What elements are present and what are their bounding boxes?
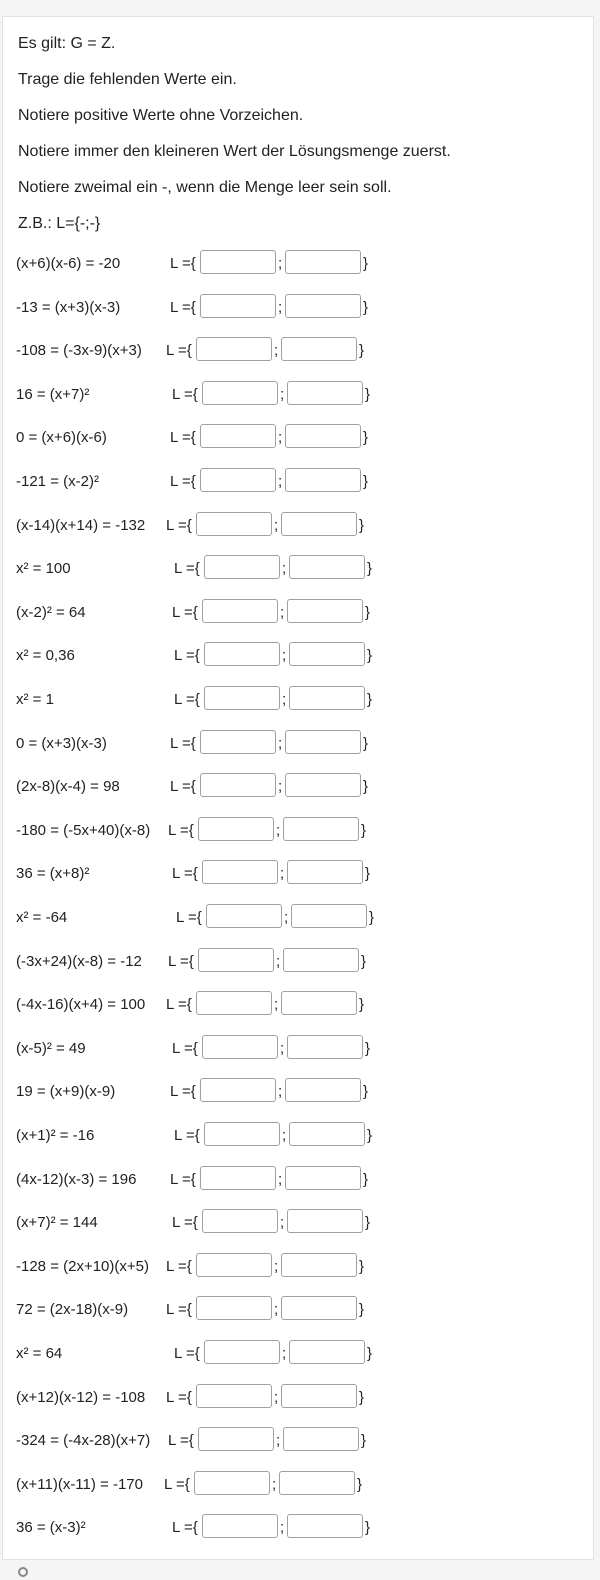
- solution-input-second[interactable]: [281, 1384, 357, 1408]
- separator: ;: [282, 560, 287, 577]
- solution-label: L ={: [170, 255, 196, 272]
- closing-brace: }: [367, 1345, 373, 1362]
- solution-input-first[interactable]: [206, 904, 282, 928]
- solution-input-first[interactable]: [194, 1471, 270, 1495]
- solution-label: L ={: [172, 865, 198, 882]
- solution-label: L ={: [170, 473, 196, 490]
- closing-brace: }: [361, 953, 367, 970]
- equation-text: (x-5)² = 49: [16, 1040, 86, 1057]
- equation-text: x² = 1: [16, 691, 54, 708]
- closing-brace: }: [365, 865, 371, 882]
- solution-input-second[interactable]: [289, 642, 365, 666]
- solution-input-first[interactable]: [196, 1253, 272, 1277]
- solution-input-second[interactable]: [287, 381, 363, 405]
- solution-input-second[interactable]: [285, 294, 361, 318]
- equation-text: x² = 100: [16, 560, 71, 577]
- solution-label: L ={: [170, 1083, 196, 1100]
- solution-input-second[interactable]: [289, 686, 365, 710]
- separator: ;: [280, 1040, 285, 1057]
- solution-input-second[interactable]: [287, 599, 363, 623]
- closing-brace: }: [359, 1389, 365, 1406]
- closing-brace: }: [365, 1040, 371, 1057]
- separator: ;: [282, 691, 287, 708]
- solution-input-first[interactable]: [202, 860, 278, 884]
- solution-input-second[interactable]: [287, 1035, 363, 1059]
- solution-label: L ={: [172, 1040, 198, 1057]
- solution-label: L ={: [174, 560, 200, 577]
- separator: ;: [274, 1301, 279, 1318]
- solution-input-first[interactable]: [204, 686, 280, 710]
- solution-input-second[interactable]: [291, 904, 367, 928]
- solution-input-first[interactable]: [202, 1035, 278, 1059]
- equation-text: -13 = (x+3)(x-3): [16, 299, 121, 316]
- equation-text: x² = 0,36: [16, 647, 75, 664]
- equation-text: (x+6)(x-6) = -20: [16, 255, 121, 272]
- closing-brace: }: [367, 691, 373, 708]
- closing-brace: }: [363, 299, 369, 316]
- equation-text: -180 = (-5x+40)(x-8): [16, 822, 151, 839]
- solution-label: L ={: [174, 1127, 200, 1144]
- solution-label: L ={: [164, 1476, 190, 1493]
- closing-brace: }: [365, 1519, 371, 1536]
- separator: ;: [278, 778, 283, 795]
- separator: ;: [276, 822, 281, 839]
- solution-input-first[interactable]: [200, 1166, 276, 1190]
- solution-input-first[interactable]: [204, 555, 280, 579]
- closing-brace: }: [359, 517, 365, 534]
- equation-text: -108 = (-3x-9)(x+3): [16, 342, 142, 359]
- closing-brace: }: [365, 1214, 371, 1231]
- solution-label: L ={: [166, 1389, 192, 1406]
- solution-label: L ={: [170, 429, 196, 446]
- solution-input-second[interactable]: [285, 468, 361, 492]
- solution-input-first[interactable]: [198, 1427, 274, 1451]
- solution-input-first[interactable]: [202, 1209, 278, 1233]
- equation-text: (-3x+24)(x-8) = -12: [16, 953, 142, 970]
- separator: ;: [280, 386, 285, 403]
- solution-input-first[interactable]: [202, 1514, 278, 1538]
- solution-input-second[interactable]: [287, 1209, 363, 1233]
- equation-text: (x+1)² = -16: [16, 1127, 95, 1144]
- closing-brace: }: [359, 996, 365, 1013]
- equation-text: (-4x-16)(x+4) = 100: [16, 996, 146, 1013]
- closing-brace: }: [369, 909, 375, 926]
- solution-input-first[interactable]: [202, 381, 278, 405]
- equation-text: x² = -64: [16, 909, 68, 926]
- separator: ;: [278, 1083, 283, 1100]
- instruction-line: Es gilt: G = Z.: [18, 35, 116, 52]
- separator: ;: [284, 909, 289, 926]
- solution-input-first[interactable]: [198, 817, 274, 841]
- solution-input-first[interactable]: [200, 773, 276, 797]
- separator: ;: [278, 473, 283, 490]
- closing-brace: }: [359, 342, 365, 359]
- separator: ;: [278, 1171, 283, 1188]
- solution-input-second[interactable]: [285, 1078, 361, 1102]
- closing-brace: }: [367, 560, 373, 577]
- solution-input-first[interactable]: [196, 1384, 272, 1408]
- equation-text: x² = 64: [16, 1345, 63, 1362]
- closing-brace: }: [363, 1171, 369, 1188]
- equation-text: (4x-12)(x-3) = 196: [16, 1171, 137, 1188]
- solution-input-second[interactable]: [283, 1427, 359, 1451]
- separator: ;: [280, 865, 285, 882]
- separator: ;: [274, 996, 279, 1013]
- solution-label: L ={: [172, 1519, 198, 1536]
- closing-brace: }: [359, 1258, 365, 1275]
- separator: ;: [274, 517, 279, 534]
- solution-label: L ={: [170, 299, 196, 316]
- equation-text: (x+11)(x-11) = -170: [16, 1476, 143, 1493]
- closing-brace: }: [363, 1083, 369, 1100]
- solution-input-second[interactable]: [287, 1514, 363, 1538]
- equation-text: 72 = (2x-18)(x-9): [16, 1301, 129, 1318]
- solution-label: L ={: [168, 953, 194, 970]
- solution-input-second[interactable]: [281, 512, 357, 536]
- separator: ;: [280, 1519, 285, 1536]
- solution-input-second[interactable]: [285, 1166, 361, 1190]
- solution-input-first[interactable]: [196, 337, 272, 361]
- solution-input-second[interactable]: [285, 773, 361, 797]
- equation-text: 16 = (x+7)²: [16, 386, 90, 403]
- solution-input-first[interactable]: [202, 599, 278, 623]
- solution-label: L ={: [166, 342, 192, 359]
- solution-label: L ={: [174, 647, 200, 664]
- solution-input-second[interactable]: [281, 1253, 357, 1277]
- solution-label: L ={: [174, 1345, 200, 1362]
- solution-input-second[interactable]: [289, 1122, 365, 1146]
- separator: ;: [274, 1389, 279, 1406]
- separator: ;: [280, 604, 285, 621]
- solution-label: L ={: [170, 778, 196, 795]
- solution-label: L ={: [176, 909, 202, 926]
- closing-brace: }: [363, 429, 369, 446]
- solution-input-second[interactable]: [283, 817, 359, 841]
- separator: ;: [282, 1345, 287, 1362]
- closing-brace: }: [367, 647, 373, 664]
- solution-label: L ={: [166, 996, 192, 1013]
- solution-input-second[interactable]: [285, 250, 361, 274]
- instruction-line: Notiere zweimal ein -, wenn die Menge leer sein soll.: [18, 179, 392, 196]
- equation-text: (x-2)² = 64: [16, 604, 86, 621]
- closing-brace: }: [361, 1432, 367, 1449]
- solution-label: L ={: [166, 517, 192, 534]
- equation-text: (2x-8)(x-4) = 98: [16, 778, 120, 795]
- separator: ;: [276, 1432, 281, 1449]
- solution-input-second[interactable]: [281, 1296, 357, 1320]
- solution-label: L ={: [174, 691, 200, 708]
- closing-brace: }: [363, 255, 369, 272]
- separator: ;: [280, 1214, 285, 1231]
- solution-label: L ={: [166, 1301, 192, 1318]
- solution-label: L ={: [168, 1432, 194, 1449]
- status-indicator-icon: [18, 1567, 28, 1577]
- separator: ;: [274, 1258, 279, 1275]
- solution-input-first[interactable]: [196, 1296, 272, 1320]
- closing-brace: }: [363, 473, 369, 490]
- solution-input-first[interactable]: [200, 468, 276, 492]
- equation-text: (x-14)(x+14) = -132: [16, 517, 146, 534]
- equation-text: (x+12)(x-12) = -108: [16, 1389, 146, 1406]
- solution-input-second[interactable]: [289, 555, 365, 579]
- solution-input-second[interactable]: [283, 948, 359, 972]
- equation-text: 0 = (x+3)(x-3): [16, 735, 107, 752]
- solution-label: L ={: [170, 1171, 196, 1188]
- equation-text: (x+7)² = 144: [16, 1214, 98, 1231]
- solution-input-first[interactable]: [200, 1078, 276, 1102]
- separator: ;: [278, 735, 283, 752]
- separator: ;: [278, 299, 283, 316]
- solution-input-second[interactable]: [285, 424, 361, 448]
- solution-input-first[interactable]: [200, 730, 276, 754]
- instruction-line: Notiere immer den kleineren Wert der Lösungsmenge zuerst.: [18, 143, 451, 160]
- closing-brace: }: [357, 1476, 363, 1493]
- closing-brace: }: [367, 1127, 373, 1144]
- separator: ;: [282, 647, 287, 664]
- solution-input-first[interactable]: [204, 1122, 280, 1146]
- closing-brace: }: [365, 386, 371, 403]
- equation-text: -121 = (x-2)²: [16, 473, 99, 490]
- equation-text: 19 = (x+9)(x-9): [16, 1083, 116, 1100]
- instruction-line: Notiere positive Werte ohne Vorzeichen.: [18, 107, 304, 124]
- equation-text: -128 = (2x+10)(x+5): [16, 1258, 149, 1275]
- equation-text: 0 = (x+6)(x-6): [16, 429, 107, 446]
- solution-input-first[interactable]: [200, 294, 276, 318]
- solution-label: L ={: [172, 386, 198, 403]
- solution-input-second[interactable]: [279, 1471, 355, 1495]
- solution-input-second[interactable]: [281, 337, 357, 361]
- solution-input-second[interactable]: [289, 1340, 365, 1364]
- solution-input-first[interactable]: [200, 250, 276, 274]
- separator: ;: [278, 255, 283, 272]
- separator: ;: [282, 1127, 287, 1144]
- closing-brace: }: [359, 1301, 365, 1318]
- equation-text: -324 = (-4x-28)(x+7): [16, 1432, 151, 1449]
- solution-input-first[interactable]: [196, 512, 272, 536]
- solution-input-second[interactable]: [285, 730, 361, 754]
- separator: ;: [274, 342, 279, 359]
- closing-brace: }: [365, 604, 371, 621]
- solution-label: L ={: [168, 822, 194, 839]
- solution-input-first[interactable]: [196, 991, 272, 1015]
- equation-text: 36 = (x-3)²: [16, 1519, 86, 1536]
- solution-input-first[interactable]: [198, 948, 274, 972]
- solution-label: L ={: [172, 1214, 198, 1231]
- solution-input-first[interactable]: [204, 642, 280, 666]
- separator: ;: [278, 429, 283, 446]
- instruction-line: Z.B.: L={-;-}: [18, 215, 101, 232]
- solution-input-second[interactable]: [281, 991, 357, 1015]
- separator: ;: [272, 1476, 277, 1493]
- equation-text: 36 = (x+8)²: [16, 865, 90, 882]
- closing-brace: }: [363, 735, 369, 752]
- instruction-line: Trage die fehlenden Werte ein.: [18, 71, 237, 88]
- solution-label: L ={: [170, 735, 196, 752]
- closing-brace: }: [361, 822, 367, 839]
- closing-brace: }: [363, 778, 369, 795]
- solution-label: L ={: [172, 604, 198, 621]
- solution-input-first[interactable]: [204, 1340, 280, 1364]
- solution-input-second[interactable]: [287, 860, 363, 884]
- solution-label: L ={: [166, 1258, 192, 1275]
- solution-input-first[interactable]: [200, 424, 276, 448]
- separator: ;: [276, 953, 281, 970]
